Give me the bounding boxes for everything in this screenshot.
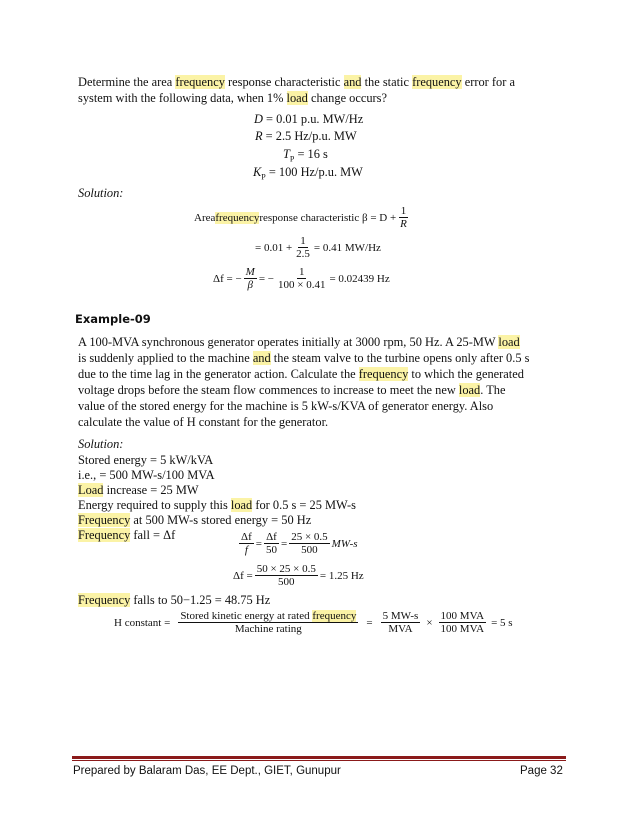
equation-static-frequency-error: Δf = − $\frac{M}{\beta}$ = − $\frac{1}{100 \times 0.41}$ = 0.02439 Hz [213, 266, 390, 291]
text-run: voltage drops before the steam flow commences to increase to meet the new [78, 383, 459, 397]
solution-line-1 [78, 452, 213, 468]
highlighted-term: and [252, 351, 271, 365]
solution-label-2: Solution: [78, 437, 124, 451]
footer-page-number: Page 32 [520, 765, 563, 777]
example-line-4 [78, 382, 505, 398]
equation-h-constant: H constant = $\frac{\text{Stored kinetic energy at rated frequency}}{\text{Machine rating}}$ = $\frac{5 MW-s}{\text{MVA}}$ × $\frac{\text{100 MVA}}{\text{100 MVA}}$ = 5 s [114, 610, 513, 635]
given-tp: $T_P = 16$ s [283, 147, 328, 164]
text-run: i.e., = 500 MW-s/100 MVA [78, 468, 215, 482]
equation-area-frequency-response: Area frequency response characteristic β = D + $\frac{1}{R}$ [194, 205, 407, 230]
text-run: . The [480, 383, 506, 397]
example-line-3 [78, 366, 524, 382]
text-run: at 500 MW-s stored energy = 50 Hz [130, 513, 312, 527]
example-line-6 [78, 414, 328, 430]
example-heading: Example-09 [75, 312, 151, 326]
given-kp: $K_P = 100$ Hz/p.u. MW [253, 165, 363, 182]
problem-line-1 [78, 74, 515, 90]
text-run: calculate the value of H constant for the generator. [78, 415, 329, 429]
text-run: the steam valve to the turbine opens only after 0.5 s [270, 351, 530, 365]
text-run: due to the time lag in the generator action. Calculate the [78, 367, 359, 381]
text-run: response characteristic [224, 75, 344, 89]
text-run: change occurs? [307, 91, 388, 105]
text-run: for 0.5 s = 25 MW-s [252, 498, 356, 512]
problem-line-2 [78, 90, 387, 106]
example-line-1 [78, 334, 520, 350]
text-run: Stored energy = 5 kW/kVA [78, 453, 214, 467]
footer-rule-thin [72, 760, 566, 761]
example-line-5 [78, 398, 493, 414]
text-run: Determine the area [78, 75, 176, 89]
text-run: system with the following data, when 1% [78, 91, 287, 105]
solution-line-6 [78, 527, 175, 543]
text-run: the static [361, 75, 413, 89]
footer-rule [72, 756, 566, 759]
text-run: fall = Δf [130, 528, 176, 542]
given-d: D = 0.01 p.u. MW/Hz [254, 112, 364, 126]
solution-line-4 [78, 497, 356, 513]
solution-line-5 [78, 512, 311, 528]
text-run: is suddenly applied to the machine [78, 351, 253, 365]
highlighted-term: Frequency [78, 513, 131, 527]
highlighted-term: load [286, 91, 308, 105]
text-run: to which the generated [408, 367, 524, 381]
text-run: value of the stored energy for the machine is 5 kW-s/KVA of generator energy. Also [78, 399, 494, 413]
solution-label-1: Solution: [78, 186, 124, 200]
footer-author: Prepared by Balaram Das, EE Dept., GIET, Gunupur [73, 765, 341, 777]
highlighted-term: and [343, 75, 362, 89]
text-run: Energy required to supply this [78, 498, 231, 512]
frequency-falls-line: Frequency falls to 50−1.25 = 48.75 Hz [78, 593, 271, 607]
text-run: A 100-MVA synchronous generator operates initially at 3000 rpm, 50 Hz. A 25-MW [78, 335, 499, 349]
given-r: R = 2.5 Hz/p.u. MW [255, 129, 357, 143]
highlighted-term: frequency [175, 75, 225, 89]
highlighted-term: load [458, 383, 481, 397]
highlighted-term: frequency [412, 75, 462, 89]
equation-delta-f-ratio: $\frac{\Delta f}{f}$ = $\frac{\Delta f}{50}$ = $\frac{25 \times 0.5}{500}$ MW-s [241, 531, 358, 556]
example-line-2 [78, 350, 529, 366]
highlighted-term: load [498, 335, 520, 349]
solution-line-2 [78, 467, 215, 483]
equation-beta-value: = 0.01 + $\frac{1}{2.5}$ = 0.41 MW/Hz [255, 235, 381, 260]
solution-line-3 [78, 482, 199, 498]
text-run: increase = 25 MW [103, 483, 199, 497]
highlighted-term: Frequency [78, 528, 131, 542]
text-run: error for a [461, 75, 515, 89]
highlighted-term: Load [78, 483, 104, 497]
highlighted-term: frequency [358, 367, 409, 381]
highlighted-term: load [230, 498, 253, 512]
equation-delta-f-value: Δf = $\frac{50 \times 25 \times 0.5}{500}$ = 1.25 Hz [233, 563, 364, 588]
